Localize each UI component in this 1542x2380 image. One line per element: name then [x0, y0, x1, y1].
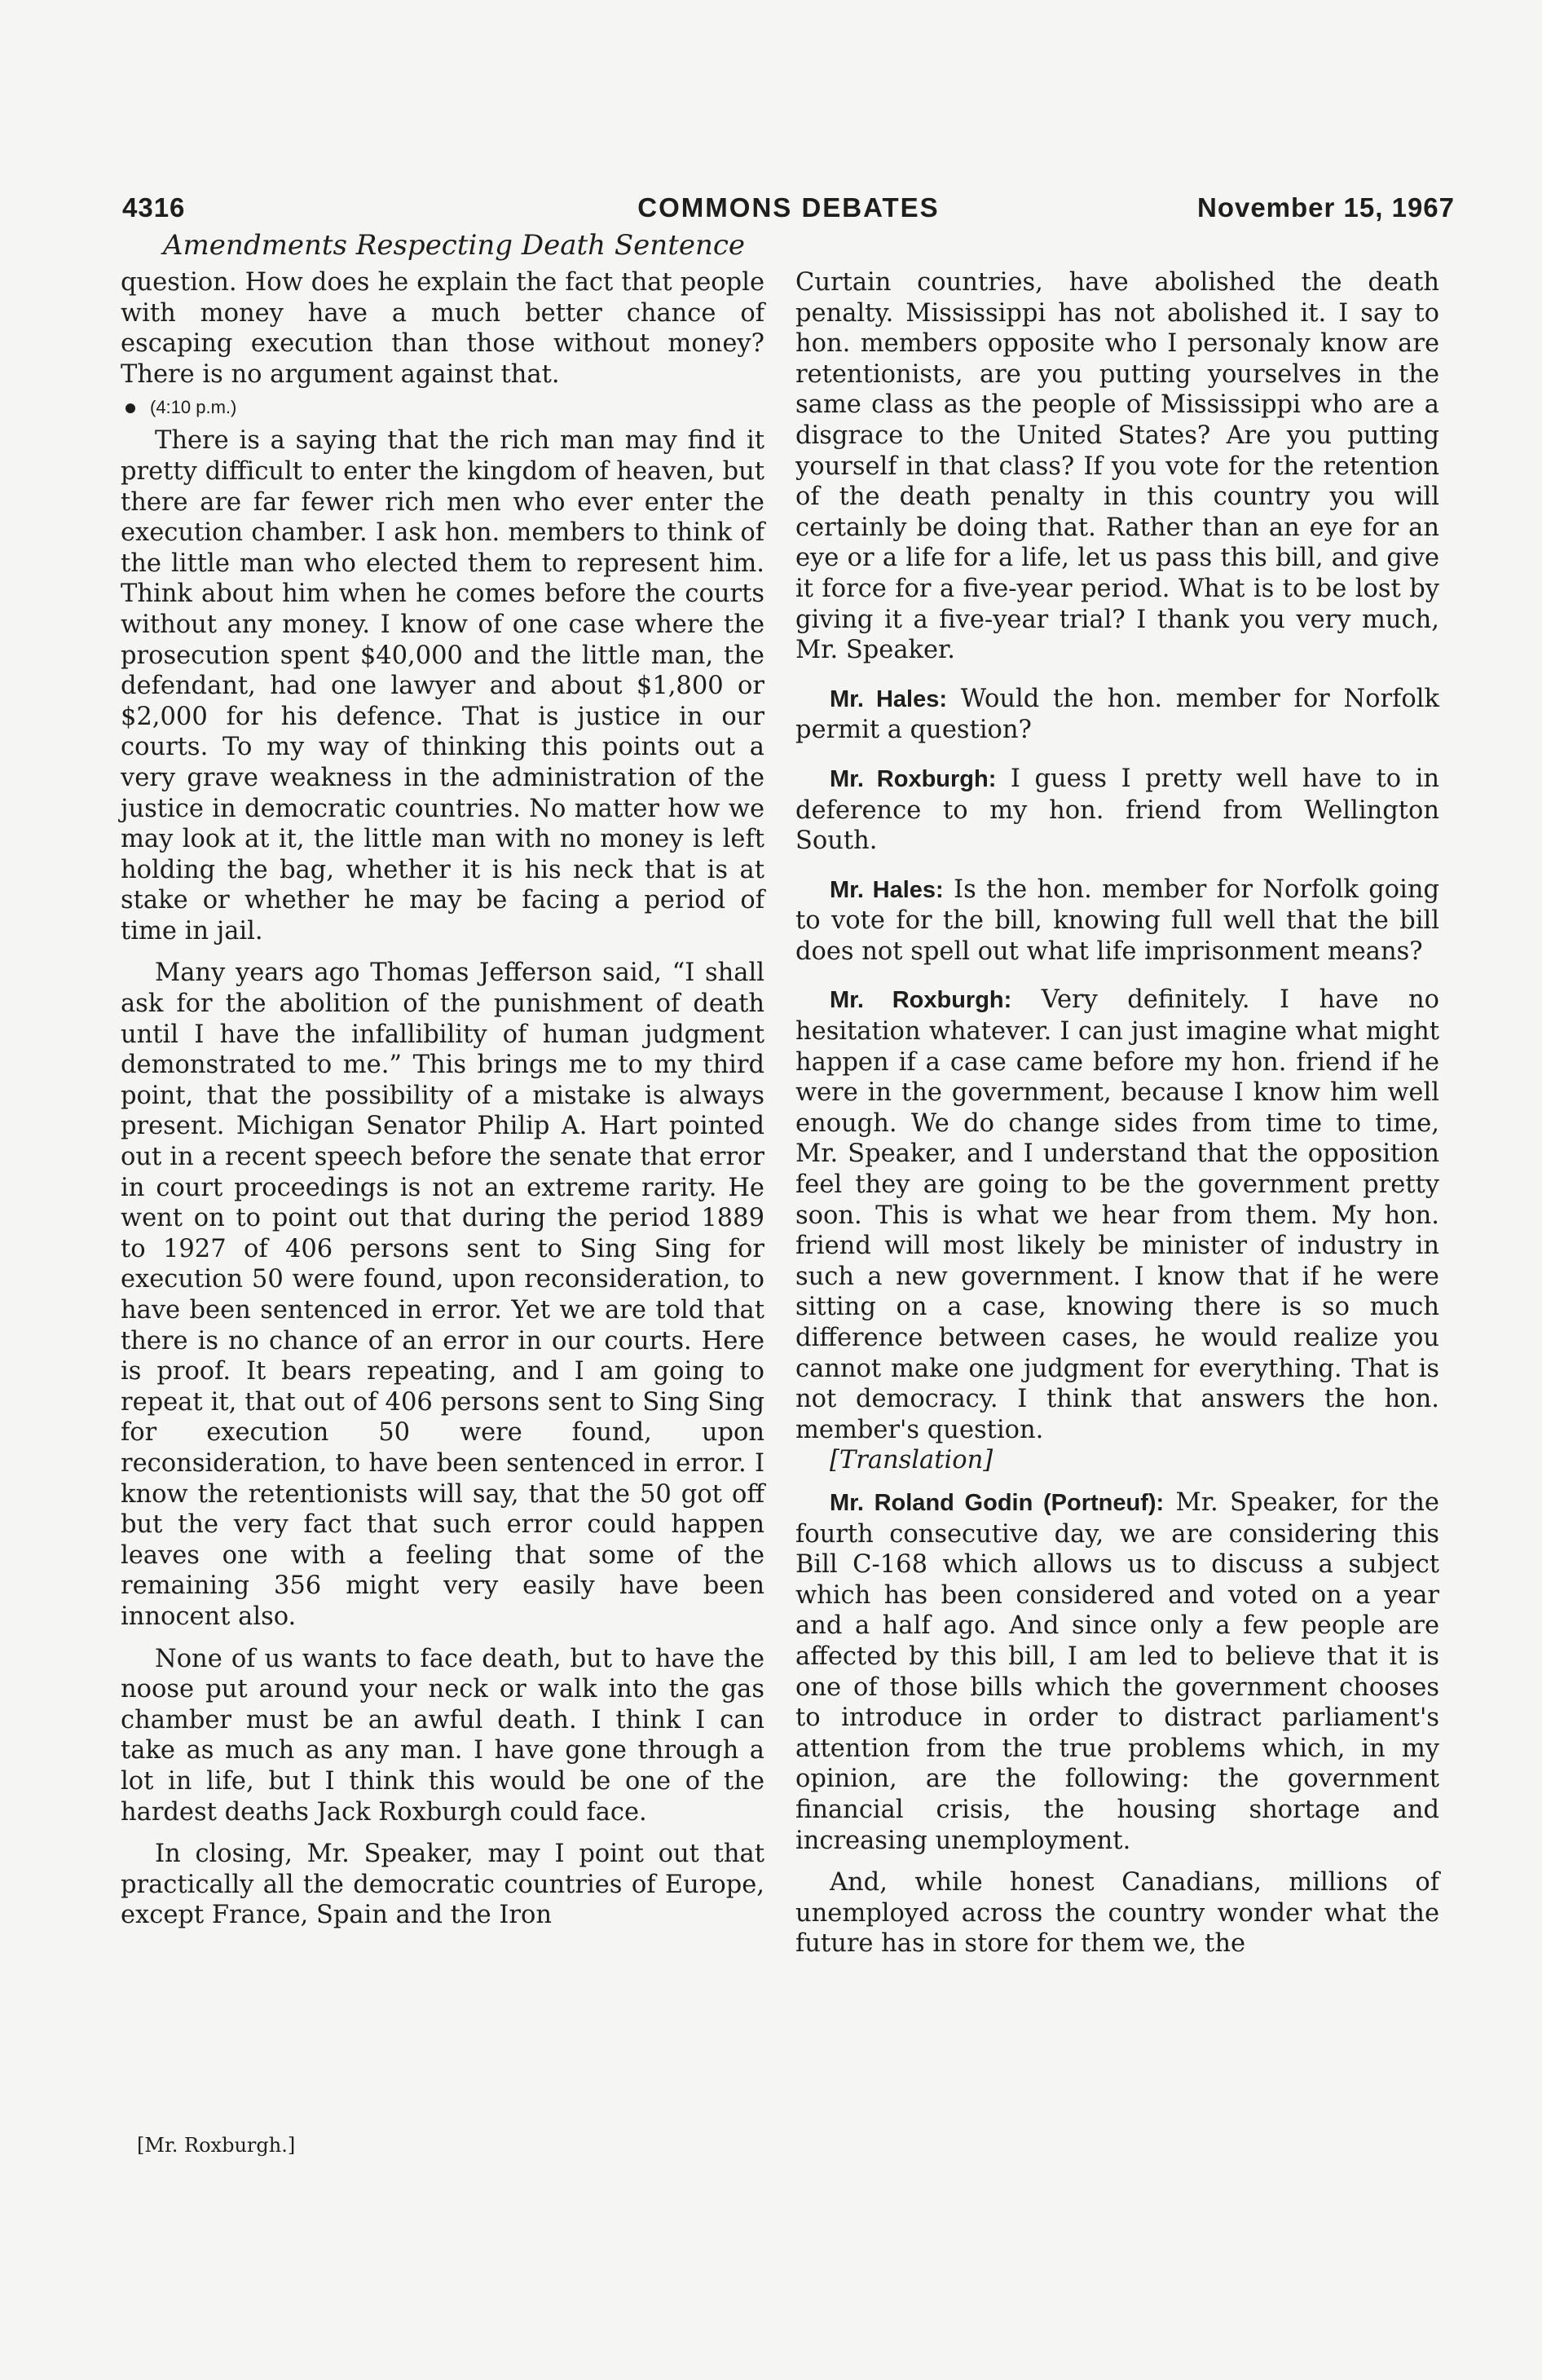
paragraph: There is a saying that the rich man may find it pretty difficult to enter the kingdom of heaven, but there are far fewer rich men who ever enter the execution chamber. I ask hon. members to think of the little man who elected them to represent him. Think about him when he comes before the courts without any money. I know of one case where the prosecution spent $40,000 and the little man, the defendant, had one lawyer and about $1,800 or $2,000 for his defence. That is justice in our courts. To my way of thinking this points out a very grave weakness in the administration of the justice in democratic countries. No matter how we may look at it, the little man with no money is left holding the bag, whether it is his neck that is at stake or whether he may be facing a period of time in jail.	[121, 426, 764, 945]
bullet-icon	[126, 403, 135, 413]
speech-paragraph	[795, 1488, 1439, 1856]
paragraph: Many years ago Thomas Jefferson said, “I shall ask for the abolition of the punishment of death until I have the infallibility of human judgment demonstrated to me.” This brings me to my third point, that the possibility of a mistake is always present. Michigan Senator Philip A. Hart pointed out in a recent speech before the senate that error in court proceedings is not an extreme rarity. He went on to point out that during the period 1889 to 1927 of 406 persons sent to Sing Sing for execution 50 were found, upon reconsideration, to have been sentenced in error. Yet we are told that there is no chance of an error in our courts. Here is proof. It bears repeating, and I am going to repeat it, that out of 406 persons sent to Sing Sing for execution 50 were found, upon reconsideration, to have been sentenced in error. I know the retentionists will say, that the 50 got off but the very fact that such error could happen leaves one with a feeling that some of the remaining 356 might very easily have been innocent also.	[121, 959, 764, 1631]
translation-marker: [Translation]	[830, 1446, 993, 1475]
journal-title: COMMONS DEBATES	[637, 192, 940, 223]
paragraph: In closing, Mr. Speaker, may I point out that practically all the democratic countries of Europe, except France, Spain and the Iron	[121, 1840, 764, 1930]
speech-paragraph	[795, 684, 1439, 746]
speech-text: Mr. Speaker, for the fourth consecutive day, we are considering this Bill C-168 which allows us to discuss a subject which has been considered and voted on a year and a half ago. And since only a few people are affected by this bill, I am led to believe that it is one of those bills which the government chooses to introduce in order to distract parliament's attention from the true problems which, in my opinion, are the following: the government financial crisis, the housing shortage and increasing unemployment.	[795, 1488, 1439, 1855]
time-stamp-text: (4:10 p.m.)	[150, 397, 237, 418]
speech-text: Very definitely. I have no hesitation whatever. I can just imagine what might happen if a case came before my hon. friend if he were in the government, because I know him well enough. We do change sides from time to time, Mr. Speaker, and I understand that the opposition feel they are going to be the government pretty soon. This is what we hear from them. My hon. friend will most likely be minister of industry in such a new government. I know that if he were sitting on a case, knowing there is so much difference between cases, he would realize you cannot make one judgment for everything. That is not democracy. I think that answers the hon. member's question.	[795, 985, 1439, 1444]
speaker-name: Mr. Hales:	[830, 685, 948, 712]
speech-text: I guess I pretty well have to in deference to my hon. friend from Wellington South.	[795, 764, 1439, 856]
speaker-name: Mr. Roland Godin (Portneuf):	[830, 1489, 1165, 1516]
paragraph: question. How does he explain the fact that people with money have a much better chance of escaping execution than those without money? There is no argument against that.	[121, 268, 764, 389]
header-date: November 15, 1967	[1196, 192, 1455, 223]
page-header	[122, 192, 1455, 233]
speech-paragraph	[795, 875, 1439, 967]
speaker-name: Mr. Hales:	[830, 876, 944, 903]
time-stamp	[121, 393, 764, 422]
speech-paragraph	[795, 764, 1439, 857]
paragraph: None of us wants to face death, but to have the noose put around your neck or walk into the gas chamber must be an awful death. I think I can take as much as any man. I have gone through a lot in life, but I think this would be one of the hardest deaths Jack Roxburgh could face.	[121, 1644, 764, 1827]
speech-paragraph	[795, 985, 1439, 1445]
right-column	[795, 267, 1439, 1959]
speech-text: Would the hon. member for Norfolk permit a question?	[795, 684, 1440, 745]
paragraph: Curtain countries, have abolished the death penalty. Mississippi has not abolished it. I say to hon. members opposite who I personaly know are retentionists, are you putting yourselves in the same class as the people of Mississippi who are a disgrace to the United States? Are you putting yourself in that class? If you vote for the retention of the death penalty in this country you will certainly be doing that. Rather than an eye for an eye or a life for a life, let us pass this bill, and give it force for a five-year period. What is to be lost by giving it a five-year trial? I thank you very much, Mr. Speaker.	[795, 268, 1439, 665]
running-head: Amendments Respecting Death Sentence	[163, 229, 746, 262]
page-number: 4316	[122, 192, 186, 223]
left-column	[121, 267, 764, 1931]
paragraph: And, while honest Canadians, millions of unemployed across the country wonder what the future has in store for them we, the	[795, 1868, 1439, 1959]
footer-attribution: [Mr. Roxburgh.]	[137, 2134, 296, 2157]
speaker-name: Mr. Roxburgh:	[830, 987, 1012, 1014]
speech-text: Is the hon. member for Norfolk going to vote for the bill, knowing full well that the bill does not spell out what life imprisonment means?	[795, 875, 1440, 966]
speaker-name: Mr. Roxburgh:	[830, 765, 997, 792]
